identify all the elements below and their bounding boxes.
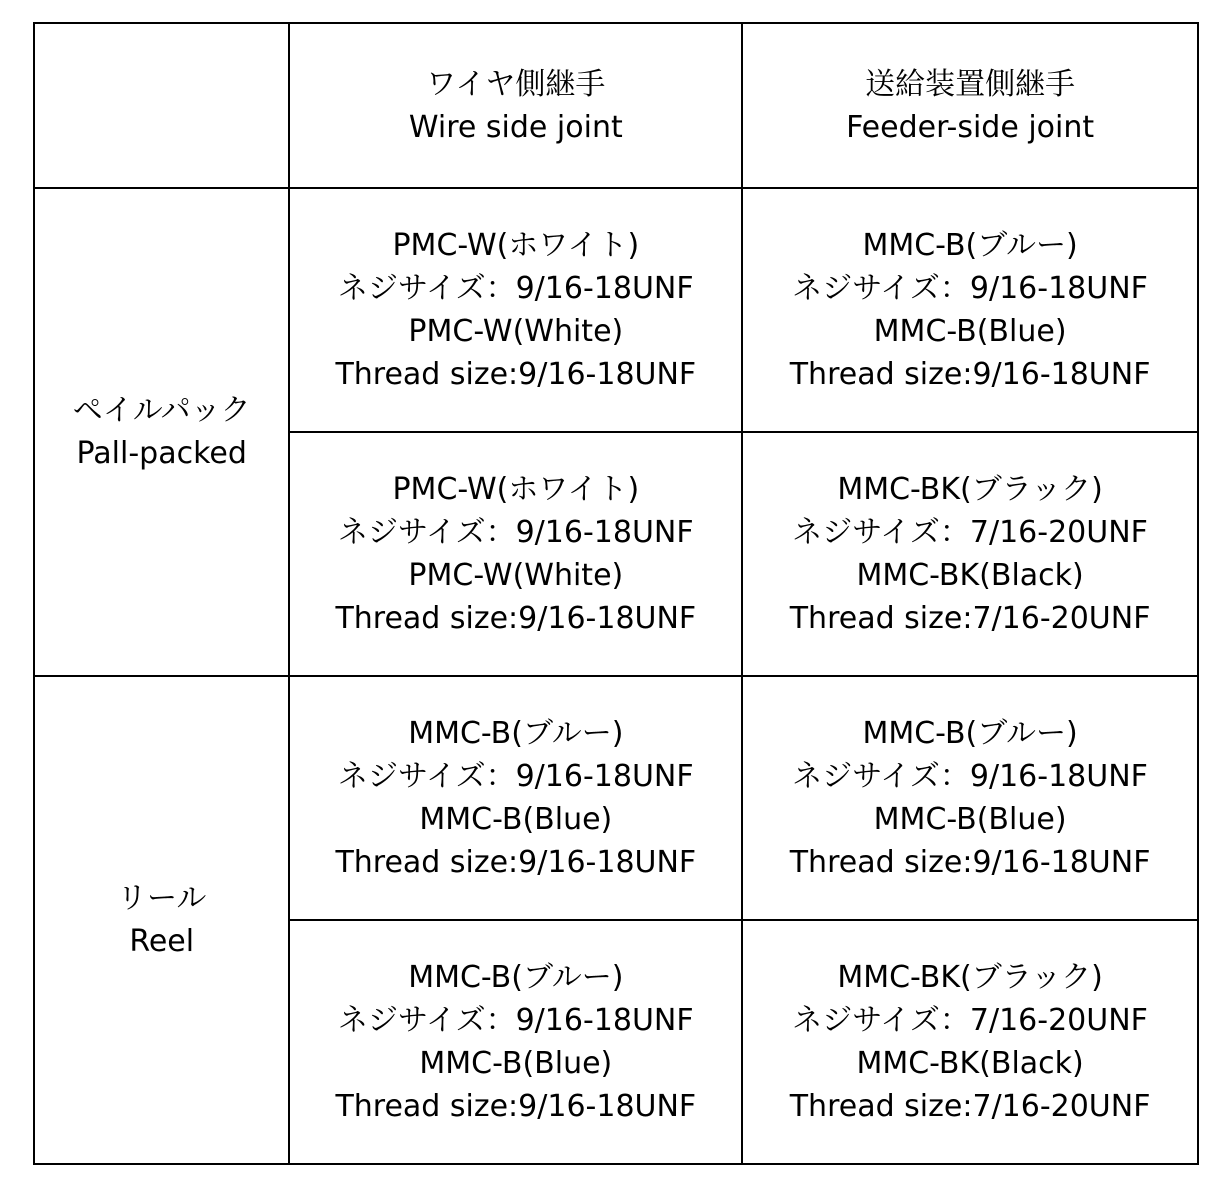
- thread-ja: ネジサイズ：7/16-20UNF: [792, 1003, 1148, 1038]
- header-feeder-ja: 送給装置側継手: [865, 66, 1076, 102]
- group-label-en: Reel: [129, 924, 195, 959]
- model-ja: MMC-BK(ブラック): [837, 960, 1103, 995]
- thread-ja: ネジサイズ：9/16-18UNF: [338, 271, 694, 306]
- thread-en: Thread size:9/16-18UNF: [789, 845, 1151, 880]
- feeder-joint-cell: [742, 676, 1198, 920]
- model-ja: PMC-W(ホワイト): [392, 472, 640, 507]
- model-ja: MMC-B(ブルー): [408, 960, 624, 995]
- wire-joint-cell: [289, 432, 742, 676]
- group-label-ja: リール: [117, 881, 207, 916]
- thread-en: Thread size:9/16-18UNF: [335, 601, 697, 636]
- model-ja: PMC-W(ホワイト): [392, 228, 640, 263]
- thread-ja: ネジサイズ：9/16-18UNF: [338, 759, 694, 794]
- model-en: MMC-BK(Black): [856, 1046, 1084, 1081]
- thread-en: Thread size:7/16-20UNF: [789, 1089, 1151, 1124]
- group-label-reel: [34, 676, 289, 1164]
- thread-en: Thread size:9/16-18UNF: [335, 1089, 697, 1124]
- model-en: PMC-W(White): [408, 558, 624, 593]
- header-row: [34, 23, 1198, 188]
- model-ja: MMC-BK(ブラック): [837, 472, 1103, 507]
- thread-en: Thread size:9/16-18UNF: [789, 357, 1151, 392]
- thread-ja: ネジサイズ：7/16-20UNF: [792, 515, 1148, 550]
- model-en: MMC-B(Blue): [419, 1046, 613, 1081]
- group-label-en: Pall-packed: [76, 436, 247, 471]
- header-wire-side: [289, 23, 742, 188]
- joint-spec-table: [33, 22, 1199, 1165]
- header-wire-ja: ワイヤ側継手: [426, 66, 606, 102]
- model-ja: MMC-B(ブルー): [862, 716, 1078, 751]
- thread-en: Thread size:7/16-20UNF: [789, 601, 1151, 636]
- group-label-pall-packed: [34, 188, 289, 676]
- feeder-joint-cell: [742, 432, 1198, 676]
- model-en: MMC-B(Blue): [419, 802, 613, 837]
- header-empty-cell: [34, 23, 289, 188]
- model-ja: MMC-B(ブルー): [862, 228, 1078, 263]
- model-ja: MMC-B(ブルー): [408, 716, 624, 751]
- wire-joint-cell: [289, 676, 742, 920]
- table-row: [34, 676, 1198, 920]
- header-wire-en: Wire side joint: [408, 109, 623, 145]
- header-feeder-en: Feeder-side joint: [846, 109, 1095, 145]
- feeder-joint-cell: [742, 188, 1198, 432]
- thread-en: Thread size:9/16-18UNF: [335, 357, 697, 392]
- header-feeder-side: [742, 23, 1198, 188]
- thread-en: Thread size:9/16-18UNF: [335, 845, 697, 880]
- model-en: MMC-BK(Black): [856, 558, 1084, 593]
- table-row: [34, 188, 1198, 432]
- wire-joint-cell: [289, 920, 742, 1164]
- thread-ja: ネジサイズ：9/16-18UNF: [338, 1003, 694, 1038]
- model-en: MMC-B(Blue): [873, 314, 1067, 349]
- model-en: PMC-W(White): [408, 314, 624, 349]
- thread-ja: ネジサイズ：9/16-18UNF: [792, 271, 1148, 306]
- group-label-ja: ペイルパック: [72, 393, 251, 428]
- model-en: MMC-B(Blue): [873, 802, 1067, 837]
- wire-joint-cell: [289, 188, 742, 432]
- thread-ja: ネジサイズ：9/16-18UNF: [338, 515, 694, 550]
- feeder-joint-cell: [742, 920, 1198, 1164]
- thread-ja: ネジサイズ：9/16-18UNF: [792, 759, 1148, 794]
